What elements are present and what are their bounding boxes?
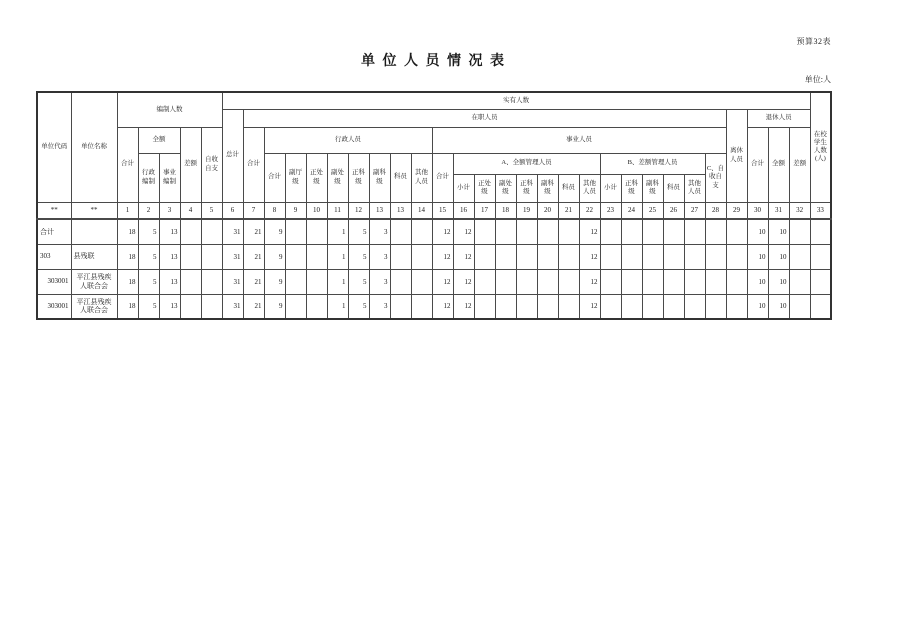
- column-number: 29: [726, 202, 747, 219]
- value-cell: [726, 219, 747, 244]
- column-number: 2: [138, 202, 159, 219]
- value-cell: [705, 219, 726, 244]
- value-cell: 13: [159, 219, 180, 244]
- value-cell: 5: [348, 269, 369, 294]
- value-cell: [537, 219, 558, 244]
- unit-name-cell: 平江县残疾人联合会: [71, 269, 117, 294]
- value-cell: [663, 219, 684, 244]
- value-cell: [411, 219, 432, 244]
- value-cell: 3: [369, 269, 390, 294]
- col-header-admin-keyuan: 科员: [390, 153, 411, 202]
- value-cell: 12: [432, 219, 453, 244]
- col-header-admin-zhengke: 正科级: [348, 153, 369, 202]
- value-cell: 12: [579, 269, 600, 294]
- table-row: [37, 244, 831, 269]
- col-header-unit-code: 单位代码: [37, 92, 71, 202]
- column-number: 1: [117, 202, 138, 219]
- value-cell: [306, 244, 327, 269]
- group-header-retired: 退休人员: [747, 109, 810, 127]
- value-cell: [558, 244, 579, 269]
- value-cell: [642, 269, 663, 294]
- column-number: 16: [453, 202, 474, 219]
- col-header-admin-zhengchu: 正处级: [306, 153, 327, 202]
- column-number: 19: [516, 202, 537, 219]
- value-cell: [180, 244, 201, 269]
- column-number: 27: [684, 202, 705, 219]
- col-header-b-zhengke: 正科级: [621, 174, 642, 202]
- value-cell: 5: [348, 219, 369, 244]
- value-cell: [642, 294, 663, 319]
- value-cell: 21: [243, 294, 264, 319]
- col-header-retired-chae: 差额: [789, 127, 810, 202]
- value-cell: 12: [579, 244, 600, 269]
- value-cell: 21: [243, 219, 264, 244]
- value-cell: 13: [159, 294, 180, 319]
- value-cell: [537, 269, 558, 294]
- unit-note: 单位:人: [804, 75, 831, 84]
- table-body: [37, 202, 831, 319]
- col-header-b-xiaoji: 小计: [600, 174, 621, 202]
- col-header-grand-total: 总计: [222, 109, 243, 202]
- col-header-a-xiaoji: 小计: [453, 174, 474, 202]
- value-cell: 5: [138, 244, 159, 269]
- group-header-b: B、差额管理人员: [600, 153, 705, 174]
- column-number: 18: [495, 202, 516, 219]
- col-header-c-zszz: C、自收自支: [705, 153, 726, 202]
- column-number: 30: [747, 202, 768, 219]
- value-cell: [789, 219, 810, 244]
- value-cell: 12: [432, 294, 453, 319]
- value-cell: [537, 294, 558, 319]
- value-cell: 9: [264, 244, 285, 269]
- unit-code-cell: 303001: [37, 269, 71, 294]
- column-number: **: [71, 202, 117, 219]
- value-cell: [516, 219, 537, 244]
- value-cell: 10: [747, 269, 768, 294]
- value-cell: [558, 219, 579, 244]
- value-cell: 12: [432, 269, 453, 294]
- value-cell: 12: [432, 244, 453, 269]
- col-header-admin-futing: 副厅级: [285, 153, 306, 202]
- value-cell: [285, 244, 306, 269]
- table-row: [37, 219, 831, 244]
- header-row-4: [37, 153, 831, 174]
- header-row-3: [37, 127, 831, 153]
- value-cell: 10: [747, 294, 768, 319]
- value-cell: [684, 244, 705, 269]
- col-header-onduty-total: 合计: [243, 127, 264, 202]
- value-cell: 12: [453, 219, 474, 244]
- col-header-a-keyuan: 科员: [558, 174, 579, 202]
- group-header-admin: 行政人员: [264, 127, 432, 153]
- column-number-row: [37, 202, 831, 219]
- value-cell: 12: [579, 219, 600, 244]
- group-header-quane: 全额: [138, 127, 180, 153]
- value-cell: [516, 244, 537, 269]
- value-cell: [306, 294, 327, 319]
- column-number: 4: [180, 202, 201, 219]
- value-cell: [558, 269, 579, 294]
- value-cell: [516, 294, 537, 319]
- value-cell: 3: [369, 219, 390, 244]
- unit-code-cell: 303001: [37, 294, 71, 319]
- value-cell: [411, 294, 432, 319]
- value-cell: 18: [117, 294, 138, 319]
- col-header-unit-name: 单位名称: [71, 92, 117, 202]
- value-cell: [474, 219, 495, 244]
- value-cell: [180, 269, 201, 294]
- page-title: 单 位 人 员 情 况 表: [361, 54, 506, 69]
- col-header-a-fuchu: 副处级: [495, 174, 516, 202]
- value-cell: [180, 219, 201, 244]
- value-cell: 12: [453, 294, 474, 319]
- column-number: 26: [663, 202, 684, 219]
- value-cell: 5: [138, 294, 159, 319]
- value-cell: 12: [579, 294, 600, 319]
- value-cell: [726, 244, 747, 269]
- value-cell: [684, 219, 705, 244]
- value-cell: [495, 269, 516, 294]
- value-cell: [201, 294, 222, 319]
- value-cell: [621, 219, 642, 244]
- table-row: [37, 294, 831, 319]
- group-header-a: A、全额管理人员: [453, 153, 600, 174]
- column-number: 5: [201, 202, 222, 219]
- column-number: 7: [243, 202, 264, 219]
- value-cell: 10: [747, 244, 768, 269]
- col-header-a-zhengchu: 正处级: [474, 174, 495, 202]
- column-number: 6: [222, 202, 243, 219]
- value-cell: [663, 244, 684, 269]
- group-header-actual: 实有人数: [222, 92, 810, 109]
- col-header-a-other: 其他人员: [579, 174, 600, 202]
- col-header-b-fuke: 副科级: [642, 174, 663, 202]
- value-cell: [789, 244, 810, 269]
- value-cell: 18: [117, 269, 138, 294]
- value-cell: 1: [327, 244, 348, 269]
- header-row-1: [37, 92, 831, 109]
- column-number: 20: [537, 202, 558, 219]
- value-cell: 10: [768, 294, 789, 319]
- column-number: **: [37, 202, 71, 219]
- value-cell: [201, 219, 222, 244]
- col-header-b-keyuan: 科员: [663, 174, 684, 202]
- value-cell: [411, 244, 432, 269]
- value-cell: [621, 294, 642, 319]
- value-cell: 3: [369, 244, 390, 269]
- value-cell: [810, 219, 831, 244]
- value-cell: [726, 269, 747, 294]
- col-header-retired-quane: 全额: [768, 127, 789, 202]
- column-number: 10: [306, 202, 327, 219]
- column-number: 11: [327, 202, 348, 219]
- table-header: [37, 92, 831, 202]
- col-header-retired-total: 合计: [747, 127, 768, 202]
- value-cell: [411, 269, 432, 294]
- value-cell: [789, 294, 810, 319]
- col-header-a-fuke: 副科级: [537, 174, 558, 202]
- column-number: 9: [285, 202, 306, 219]
- column-number: 25: [642, 202, 663, 219]
- value-cell: 1: [327, 294, 348, 319]
- col-header-lixiu: 离休人员: [726, 109, 747, 202]
- value-cell: 31: [222, 294, 243, 319]
- value-cell: [285, 219, 306, 244]
- value-cell: [306, 219, 327, 244]
- value-cell: 10: [747, 219, 768, 244]
- column-number: 12: [348, 202, 369, 219]
- unit-code-cell: 303: [37, 244, 71, 269]
- column-number: 21: [558, 202, 579, 219]
- value-cell: [306, 269, 327, 294]
- value-cell: 12: [453, 244, 474, 269]
- value-cell: [495, 219, 516, 244]
- unit-code-cell: 合计: [37, 219, 71, 244]
- value-cell: 10: [768, 269, 789, 294]
- value-cell: [810, 269, 831, 294]
- col-header-staffing-total: 合计: [117, 127, 138, 202]
- group-header-shiye: 事业人员: [432, 127, 726, 153]
- value-cell: [705, 269, 726, 294]
- value-cell: 31: [222, 219, 243, 244]
- column-number: 13: [390, 202, 411, 219]
- column-number: 14: [411, 202, 432, 219]
- value-cell: [285, 269, 306, 294]
- value-cell: [726, 294, 747, 319]
- column-number: 28: [705, 202, 726, 219]
- col-header-xz-bz: 行政编制: [138, 153, 159, 202]
- value-cell: 31: [222, 244, 243, 269]
- column-number: 24: [621, 202, 642, 219]
- value-cell: 1: [327, 219, 348, 244]
- column-number: 33: [810, 202, 831, 219]
- value-cell: [684, 269, 705, 294]
- col-header-admin-fuke: 副科级: [369, 153, 390, 202]
- col-header-a-zhengke: 正科级: [516, 174, 537, 202]
- value-cell: 9: [264, 219, 285, 244]
- value-cell: 18: [117, 219, 138, 244]
- col-header-shiye-total: 合计: [432, 153, 453, 202]
- value-cell: [537, 244, 558, 269]
- value-cell: [201, 244, 222, 269]
- value-cell: [516, 269, 537, 294]
- value-cell: [600, 269, 621, 294]
- column-number: 17: [474, 202, 495, 219]
- group-header-staffing: 编制人数: [117, 92, 222, 127]
- value-cell: [390, 294, 411, 319]
- group-header-on-duty: 在职人员: [243, 109, 726, 127]
- value-cell: 13: [159, 269, 180, 294]
- table-row: [37, 269, 831, 294]
- col-header-staffing-zszz: 自收自支: [201, 127, 222, 202]
- value-cell: 18: [117, 244, 138, 269]
- value-cell: [390, 269, 411, 294]
- value-cell: [600, 244, 621, 269]
- column-number: 13: [369, 202, 390, 219]
- value-cell: [663, 294, 684, 319]
- col-header-b-other: 其他人员: [684, 174, 705, 202]
- col-header-admin-fuchu: 副处级: [327, 153, 348, 202]
- value-cell: [390, 219, 411, 244]
- value-cell: 12: [453, 269, 474, 294]
- form-number-note: 预算32表: [796, 37, 831, 46]
- value-cell: [285, 294, 306, 319]
- value-cell: 21: [243, 269, 264, 294]
- column-number: 31: [768, 202, 789, 219]
- value-cell: [663, 269, 684, 294]
- personnel-table: [36, 91, 832, 320]
- column-number: 3: [159, 202, 180, 219]
- value-cell: [495, 244, 516, 269]
- column-number: 23: [600, 202, 621, 219]
- value-cell: 5: [348, 244, 369, 269]
- value-cell: 10: [768, 219, 789, 244]
- value-cell: [558, 294, 579, 319]
- column-number: 15: [432, 202, 453, 219]
- col-header-sy-bz: 事业编制: [159, 153, 180, 202]
- unit-name-cell: 平江县残疾人联合会: [71, 294, 117, 319]
- value-cell: [642, 219, 663, 244]
- column-number: 22: [579, 202, 600, 219]
- unit-name-cell: [71, 219, 117, 244]
- value-cell: [705, 294, 726, 319]
- value-cell: 3: [369, 294, 390, 319]
- value-cell: [201, 269, 222, 294]
- value-cell: [474, 244, 495, 269]
- value-cell: [600, 294, 621, 319]
- value-cell: 13: [159, 244, 180, 269]
- value-cell: [810, 294, 831, 319]
- value-cell: [642, 244, 663, 269]
- value-cell: [684, 294, 705, 319]
- value-cell: [810, 244, 831, 269]
- value-cell: [474, 269, 495, 294]
- value-cell: 5: [348, 294, 369, 319]
- col-header-students: 在校学生人数(人): [810, 92, 831, 202]
- value-cell: 10: [768, 244, 789, 269]
- value-cell: [180, 294, 201, 319]
- value-cell: [495, 294, 516, 319]
- value-cell: [390, 244, 411, 269]
- value-cell: [705, 244, 726, 269]
- value-cell: 1: [327, 269, 348, 294]
- value-cell: [789, 269, 810, 294]
- value-cell: 9: [264, 269, 285, 294]
- value-cell: [621, 269, 642, 294]
- value-cell: 5: [138, 269, 159, 294]
- col-header-admin-total: 合计: [264, 153, 285, 202]
- column-number: 32: [789, 202, 810, 219]
- value-cell: 31: [222, 269, 243, 294]
- value-cell: [474, 294, 495, 319]
- column-number: 8: [264, 202, 285, 219]
- value-cell: [621, 244, 642, 269]
- value-cell: 21: [243, 244, 264, 269]
- unit-name-cell: 县残联: [71, 244, 117, 269]
- value-cell: [600, 219, 621, 244]
- value-cell: 5: [138, 219, 159, 244]
- col-header-admin-other: 其他人员: [411, 153, 432, 202]
- col-header-staffing-chae: 差额: [180, 127, 201, 202]
- value-cell: 9: [264, 294, 285, 319]
